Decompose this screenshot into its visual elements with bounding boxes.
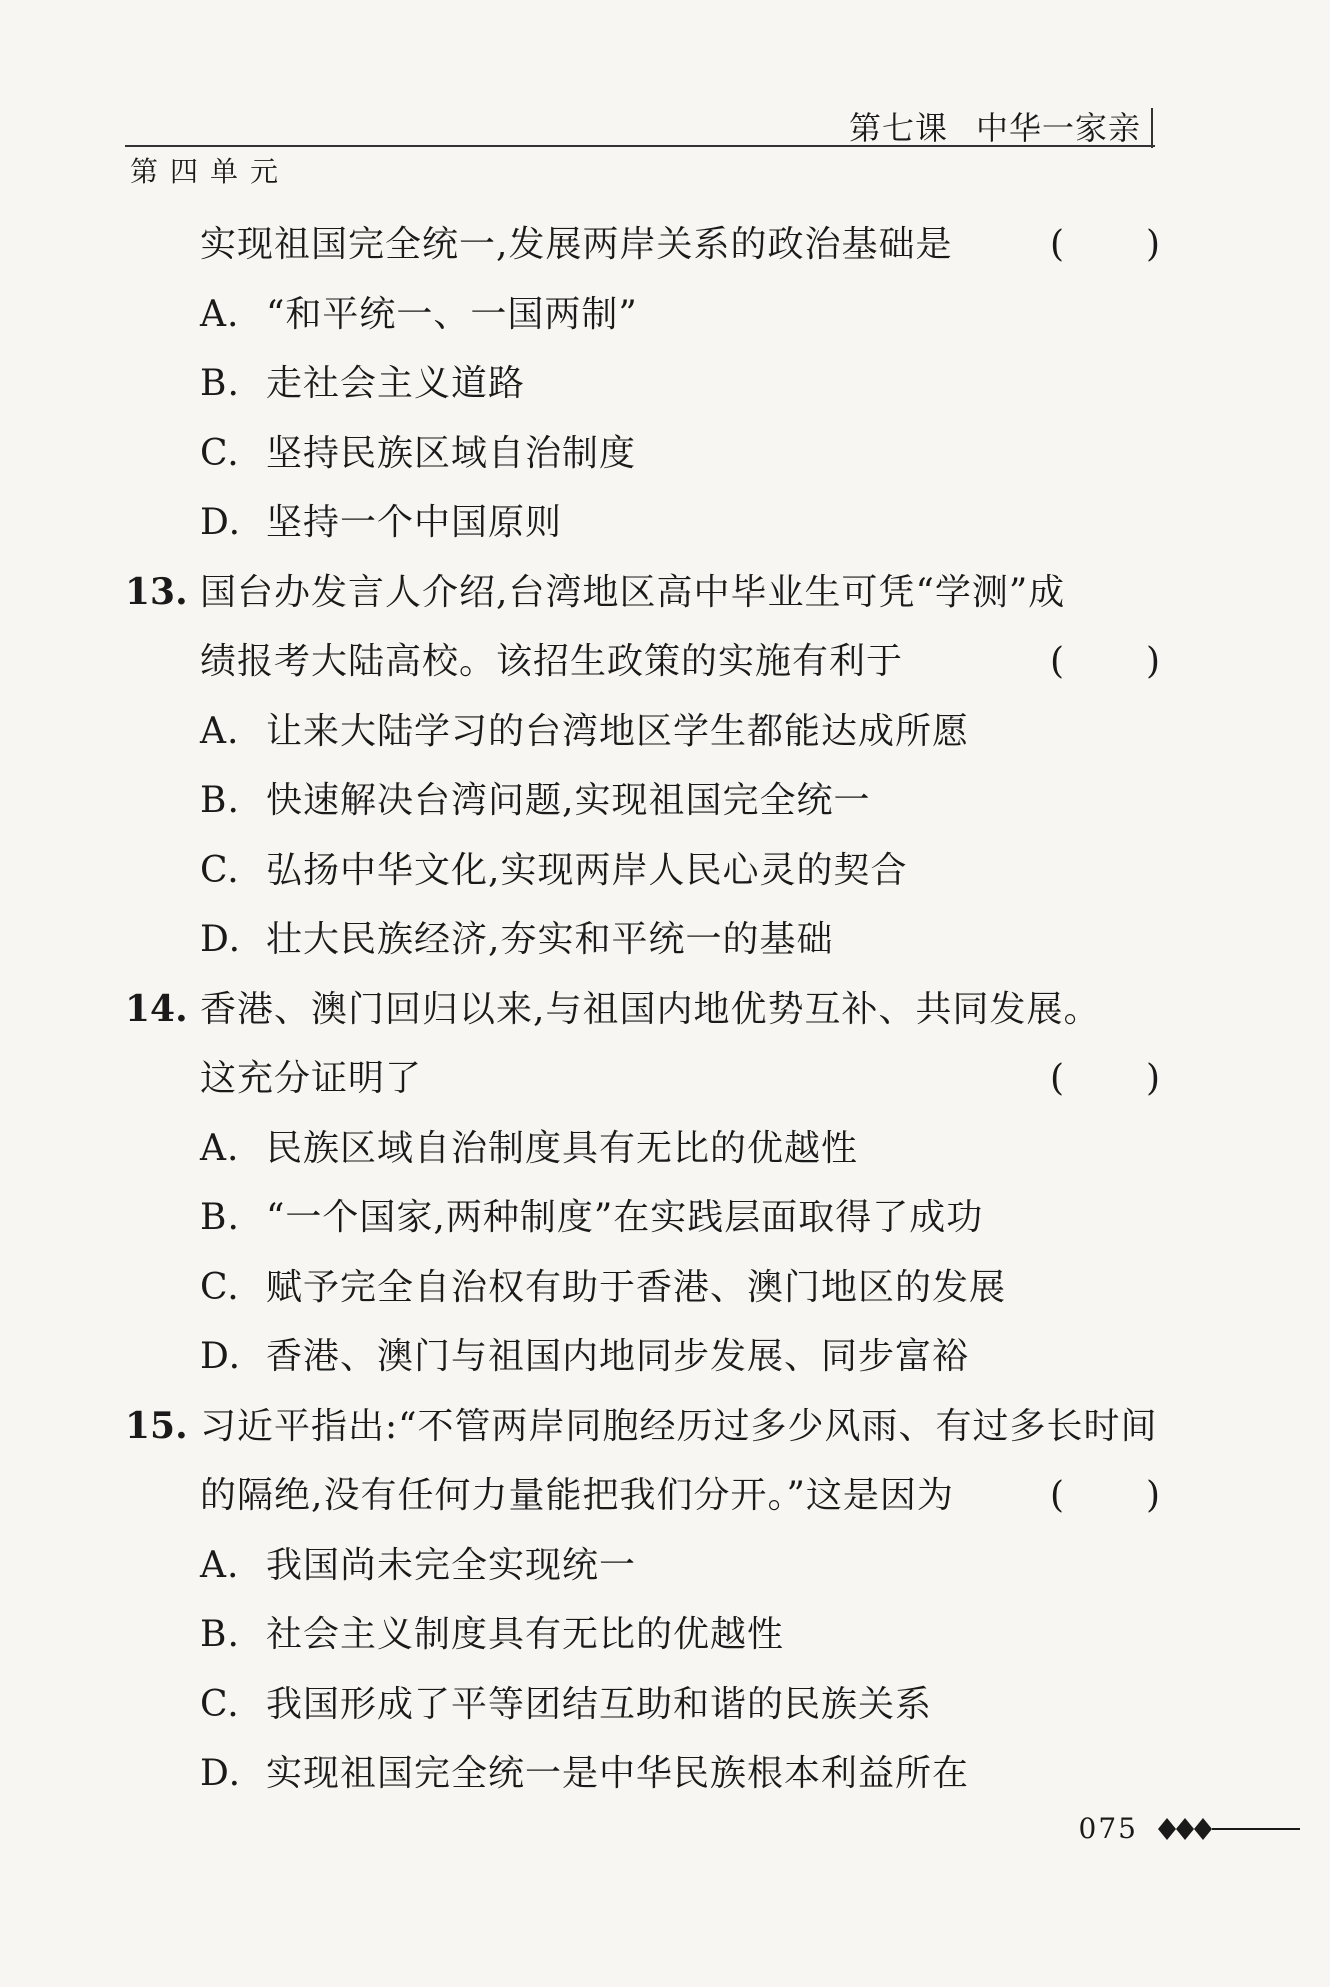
question-list	[0, 210, 1330, 1809]
option-text: 社会主义制度具有无比的优越性	[266, 1614, 785, 1655]
paren-close: )	[1145, 1058, 1160, 1099]
paren-close: )	[1145, 1475, 1160, 1516]
answer-option	[200, 1670, 932, 1740]
option-text: 民族区域自治制度具有无比的优越性	[266, 1127, 859, 1169]
option-line	[0, 1183, 1330, 1253]
option-line	[0, 1322, 1330, 1392]
option-letter: A.	[200, 1127, 240, 1169]
option-letter: A.	[200, 293, 240, 335]
option-line	[0, 1253, 1330, 1323]
answer-option	[200, 1531, 636, 1601]
option-letter: B.	[200, 780, 240, 821]
answer-option	[200, 280, 638, 350]
option-text: 坚持一个中国原则	[266, 502, 563, 543]
answer-option	[200, 1322, 969, 1392]
option-text: 快速解决台湾问题,实现祖国完全统一	[266, 780, 871, 821]
question-number: 13.	[125, 570, 188, 613]
option-letter: C.	[200, 1266, 240, 1308]
option-letter: C.	[200, 1683, 240, 1725]
answer-blank	[1050, 1044, 1160, 1114]
question-stem: 实现祖国完全统一,发展两岸关系的政治基础是	[200, 224, 953, 265]
option-letter: C.	[200, 432, 240, 474]
paren-close: )	[1145, 641, 1160, 682]
option-letter: B.	[200, 363, 240, 404]
option-line	[0, 419, 1330, 489]
paren-open: (	[1050, 641, 1065, 682]
option-line	[0, 1600, 1330, 1670]
answer-option	[200, 1253, 1006, 1323]
lesson-title: 中华一家亲	[975, 109, 1141, 147]
answer-option	[200, 697, 969, 767]
paren-open: (	[1050, 1475, 1065, 1516]
question-line	[0, 1044, 1330, 1114]
question-stem: 习近平指出:“不管两岸同胞经历过多少风雨、有过多长时间	[200, 1405, 1158, 1447]
unit-label: 第四单元	[130, 155, 291, 188]
answer-option	[200, 349, 525, 419]
option-text: 我国尚未完全实现统一	[266, 1544, 637, 1586]
option-text: 香港、澳门与祖国内地同步发展、同步富裕	[266, 1336, 970, 1377]
page-number: 075	[1078, 1812, 1138, 1845]
option-line	[0, 766, 1330, 836]
answer-option	[200, 1600, 784, 1670]
question-line	[0, 210, 1330, 280]
paren-open: (	[1050, 224, 1065, 265]
option-letter: B.	[200, 1197, 240, 1238]
option-line	[0, 1114, 1330, 1184]
question-stem: 香港、澳门回归以来,与祖国内地优势互补、共同发展。	[200, 988, 1101, 1030]
option-letter: D.	[200, 1753, 242, 1794]
answer-blank	[1050, 210, 1160, 280]
option-line	[0, 905, 1330, 975]
option-text: “一个国家,两种制度”在实践层面取得了成功	[266, 1197, 984, 1238]
answer-option	[200, 1183, 983, 1253]
answer-blank	[1050, 627, 1160, 697]
option-line	[0, 1531, 1330, 1601]
option-text: “和平统一、一国两制”	[266, 293, 638, 335]
option-line	[0, 697, 1330, 767]
option-letter: B.	[200, 1614, 240, 1655]
option-letter: D.	[200, 919, 242, 960]
option-letter: D.	[200, 502, 242, 543]
answer-option	[200, 488, 562, 558]
option-text: 壮大民族经济,夯实和平统一的基础	[266, 919, 834, 960]
option-line	[0, 836, 1330, 906]
question-stem: 绩报考大陆高校。该招生政策的实施有利于	[200, 641, 904, 682]
question-line	[0, 1461, 1330, 1531]
option-letter: A.	[200, 1544, 240, 1586]
option-line	[0, 488, 1330, 558]
option-letter: A.	[200, 710, 240, 752]
question-line	[0, 1392, 1330, 1462]
question-stem: 这充分证明了	[200, 1058, 423, 1099]
question-line	[0, 558, 1330, 628]
question-stem: 的隔绝,没有任何力量能把我们分开。”这是因为	[200, 1475, 954, 1516]
option-text: 走社会主义道路	[266, 363, 526, 404]
answer-option	[200, 836, 907, 906]
diamond-ornament-icon	[1150, 1814, 1300, 1844]
option-line	[0, 280, 1330, 350]
question-number: 15.	[125, 1404, 188, 1447]
option-text: 赋予完全自治权有助于香港、澳门地区的发展	[266, 1266, 1007, 1308]
option-text: 让来大陆学习的台湾地区学生都能达成所愿	[266, 710, 970, 752]
answer-option	[200, 1114, 858, 1184]
option-text: 坚持民族区域自治制度	[266, 432, 637, 474]
answer-option	[200, 1739, 969, 1809]
question-stem: 国台办发言人介绍,台湾地区高中毕业生可凭“学测”成	[200, 571, 1066, 613]
question-line	[0, 627, 1330, 697]
answer-option	[200, 419, 636, 489]
question-number: 14.	[125, 987, 188, 1030]
running-header	[849, 108, 1153, 148]
option-letter: D.	[200, 1336, 242, 1377]
paren-open: (	[1050, 1058, 1065, 1099]
paren-close: )	[1145, 224, 1160, 265]
option-text: 我国形成了平等团结互助和谐的民族关系	[266, 1683, 933, 1725]
header-rule	[125, 145, 1155, 147]
option-line	[0, 1670, 1330, 1740]
lesson-number: 第七课	[848, 109, 948, 147]
answer-blank	[1050, 1461, 1160, 1531]
option-letter: C.	[200, 849, 240, 891]
option-text: 实现祖国完全统一是中华民族根本利益所在	[266, 1753, 970, 1794]
option-line	[0, 1739, 1330, 1809]
question-line	[0, 975, 1330, 1045]
page-footer	[1079, 1812, 1300, 1845]
option-text: 弘扬中华文化,实现两岸人民心灵的契合	[266, 849, 908, 891]
answer-option	[200, 905, 833, 975]
option-line	[0, 349, 1330, 419]
answer-option	[200, 766, 870, 836]
